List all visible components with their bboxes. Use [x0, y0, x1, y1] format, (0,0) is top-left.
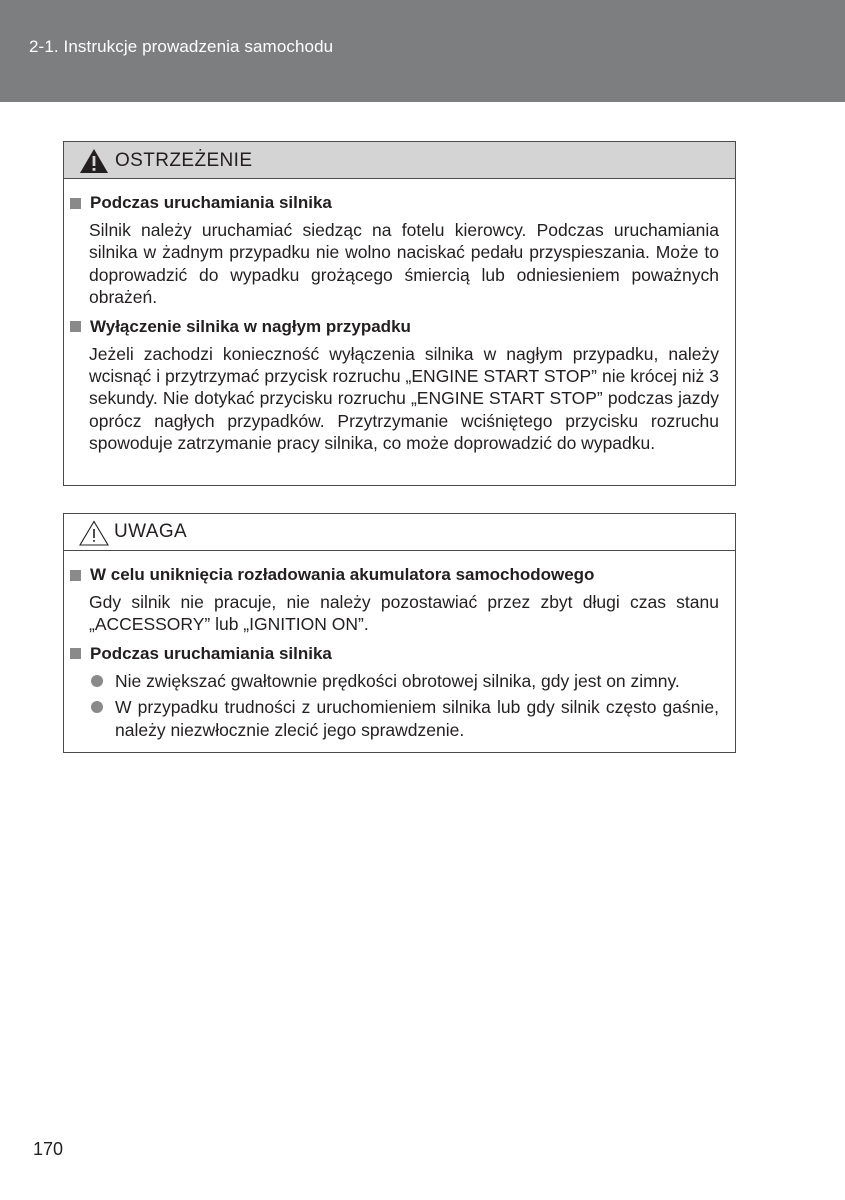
section-heading: [70, 316, 719, 338]
square-bullet-icon: [70, 648, 81, 659]
section-heading: [70, 643, 719, 665]
page-number: 170: [33, 1139, 64, 1159]
warning-box-body: [64, 179, 735, 455]
section-heading-text: Podczas uruchamiania silnika: [90, 193, 332, 212]
warning-label: OSTRZEŻENIE: [115, 150, 253, 171]
warning-box-header: [64, 142, 735, 179]
square-bullet-icon: [70, 570, 81, 581]
list-item: [89, 696, 719, 741]
caution-icon: [78, 519, 110, 547]
square-bullet-icon: [70, 198, 81, 209]
circle-bullet-icon: [91, 701, 103, 713]
caution-box: [63, 513, 736, 753]
section-paragraph: Gdy silnik nie pracuje, nie należy pozostawiać przez zbyt długi czas stanu „ACCESSORY” lub „IGNITION ON”.: [89, 592, 719, 635]
page-header: [0, 0, 845, 102]
section-paragraph: Jeżeli zachodzi konieczność wyłączenia silnika w nagłym przypadku, należy wcisnąć i przytrzymać przycisk rozruchu „ENGINE START STOP” nie krócej niż 3 sekundy. Nie dotykać przycisku rozruchu „ENGINE START STOP” podczas jazdy oprócz nagłych przypadków. Przytrzymanie wciśniętego przycisku rozruchu spowoduje zatrzymanie pracy silnika, co może doprowadzić do wypadku.: [89, 343, 719, 454]
list-item: [89, 670, 719, 692]
warning-box: [63, 141, 736, 486]
section-heading-text: Podczas uruchamiania silnika: [90, 643, 332, 663]
warning-icon: [78, 147, 110, 175]
circle-bullet-icon: [91, 675, 103, 687]
caution-label: UWAGA: [114, 521, 188, 542]
section-paragraph: Silnik należy uruchamiać siedząc na fotelu kierowcy. Podczas uruchamiania silnika w żadnym przypadku nie wolno naciskać pedału przyspieszania. Może to doprowadzić do wypadku grożącego śmiercią lub odniesieniem poważnych obrażeń.: [89, 220, 719, 308]
section-heading: [70, 564, 719, 586]
square-bullet-icon: [70, 321, 81, 332]
section-heading: [70, 192, 719, 214]
caution-box-header: [64, 514, 735, 551]
section-title: 2-1. Instrukcje prowadzenia samochodu: [29, 37, 334, 56]
section-heading-text: Wyłączenie silnika w nagłym przypadku: [90, 316, 411, 336]
list-item-text: Nie zwiększać gwałtownie prędkości obrotowej silnika, gdy jest on zimny.: [115, 670, 680, 691]
section-heading-text: W celu uniknięcia rozładowania akumulatora samochodowego: [90, 565, 595, 584]
caution-box-body: [64, 551, 735, 741]
list-item-text: W przypadku trudności z uruchomieniem silnika lub gdy silnik często gaśnie, należy niezwłocznie zlecić jego sprawdzenie.: [115, 697, 719, 740]
